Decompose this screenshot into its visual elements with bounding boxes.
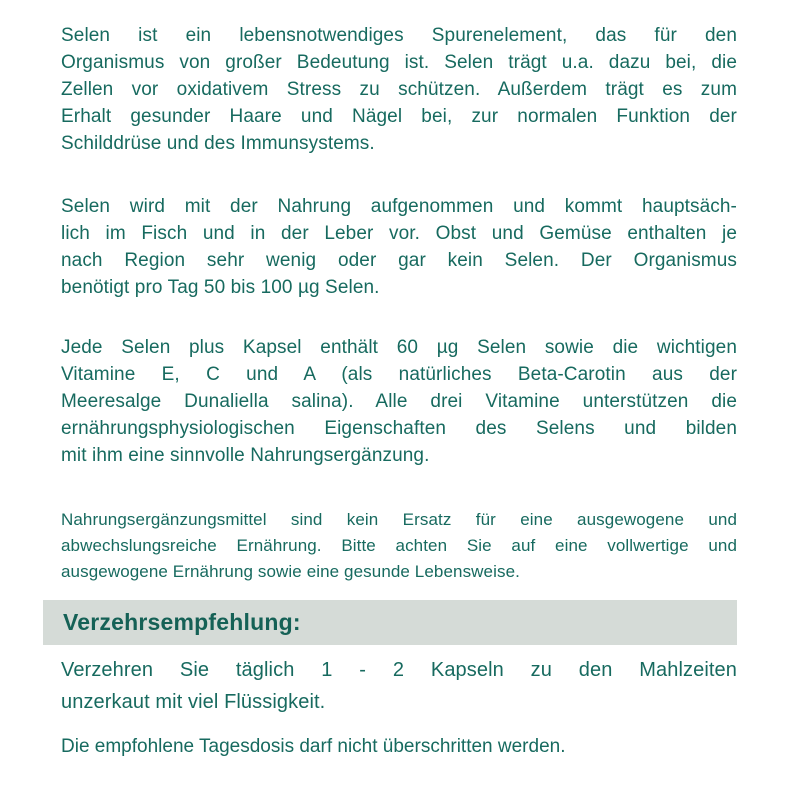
paragraph-selen-intro: [61, 22, 737, 157]
text-line: lich im Fisch und in der Leber vor. Obst und Gemüse enthalten je: [61, 223, 737, 244]
text-line: Selen wird mit der Nahrung aufgenommen und kommt hauptsäch-: [61, 196, 737, 217]
text-line: Nahrungsergänzungsmittel sind kein Ersatz für eine ausgewogene und: [61, 510, 737, 529]
text-line: Jede Selen plus Kapsel enthält 60 µg Selen sowie die wichtigen: [61, 337, 737, 358]
text-line: nach Region sehr wenig oder gar kein Selen. Der Organismus: [61, 250, 737, 271]
text-line: Verzehren Sie täglich 1 - 2 Kapseln zu den Mahlzeiten: [61, 659, 737, 681]
paragraph-selen-sources: [61, 193, 737, 301]
text-line: ernährungsphysiologischen Eigenschaften des Selens und bilden: [61, 418, 737, 439]
paragraph-capsule-content: [61, 334, 737, 469]
paragraph-disclaimer: [61, 507, 737, 585]
text-line: Meeresalge Dunaliella salina). Alle drei Vitamine unterstützen die: [61, 391, 737, 412]
text-line: Zellen vor oxidativem Stress zu schützen. Außerdem trägt es zum: [61, 79, 737, 100]
text-line: ausgewogene Ernährung sowie eine gesunde Lebensweise.: [61, 562, 520, 581]
text-line: Erhalt gesunder Haare und Nägel bei, zur normalen Funktion der: [61, 106, 737, 127]
recommendation-banner: [43, 600, 737, 645]
text-line: abwechslungsreiche Ernährung. Bitte achten Sie auf eine vollwertige und: [61, 536, 737, 555]
recommendation-heading: Verzehrsempfehlung:: [63, 609, 301, 635]
text-line: Selen ist ein lebensnotwendiges Spurenelement, das für den: [61, 25, 737, 46]
paragraph-max-dose-note: Die empfohlene Tagesdosis darf nicht überschritten werden.: [61, 736, 566, 757]
text-line: Schilddrüse und des Immunsystems.: [61, 133, 375, 154]
paragraph-dosage-instruction: [61, 654, 737, 718]
text-line: unzerkaut mit viel Flüssigkeit.: [61, 691, 326, 713]
text-line: Vitamine E, C und A (als natürliches Beta-Carotin aus der: [61, 364, 737, 385]
text-line: mit ihm eine sinnvolle Nahrungsergänzung.: [61, 445, 430, 466]
text-line: benötigt pro Tag 50 bis 100 µg Selen.: [61, 277, 380, 298]
text-line: Organismus von großer Bedeutung ist. Selen trägt u.a. dazu bei, die: [61, 52, 737, 73]
